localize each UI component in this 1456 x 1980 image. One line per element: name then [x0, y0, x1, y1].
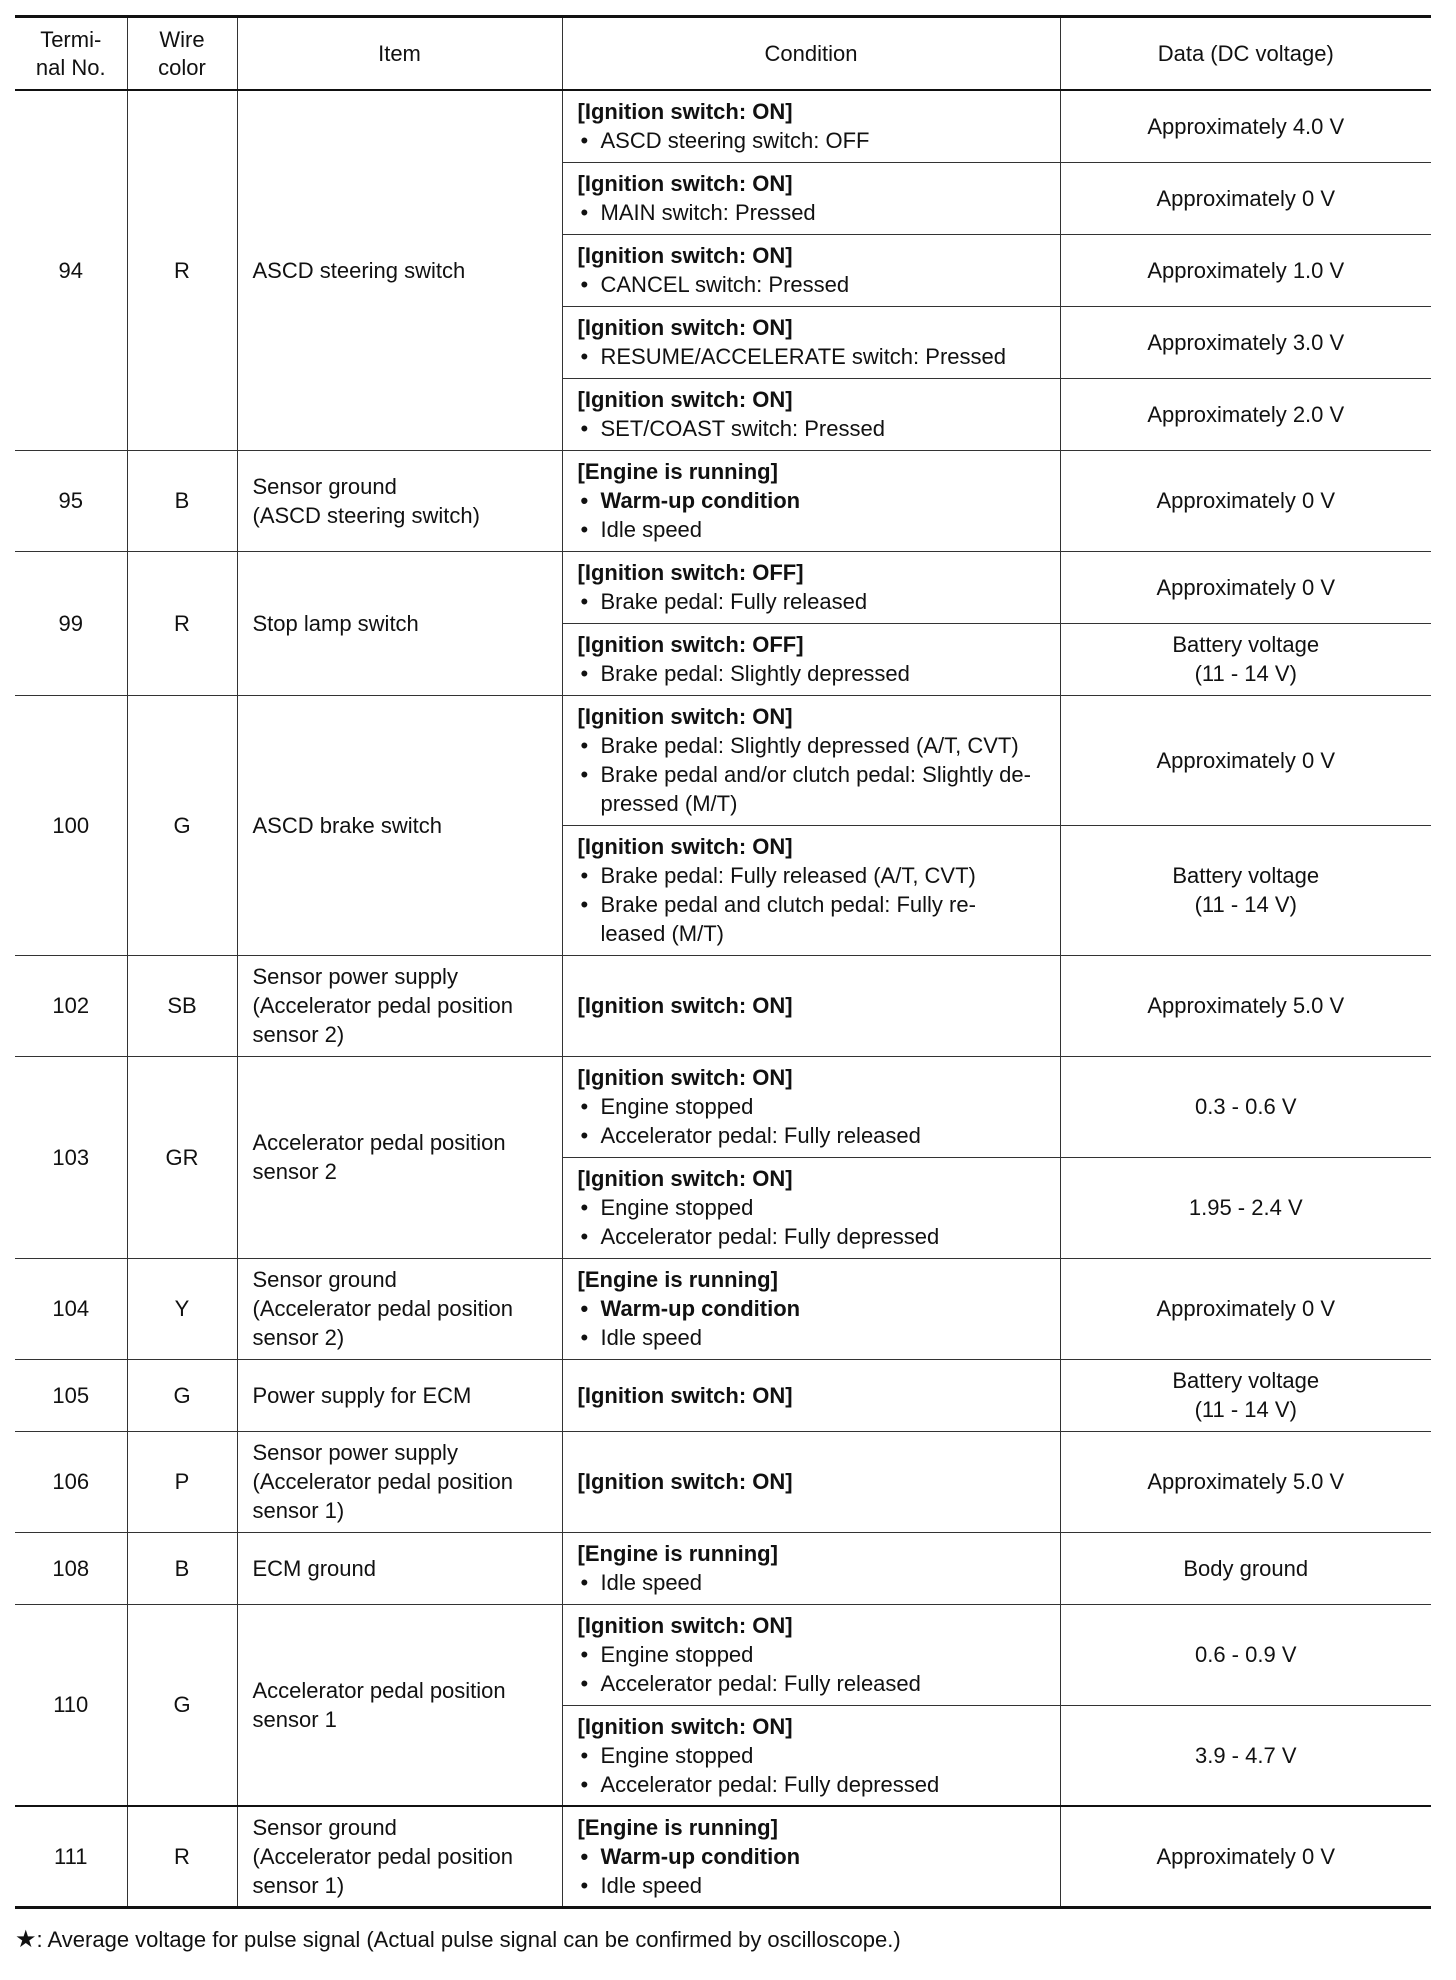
item-line: ECM ground: [252, 1555, 377, 1581]
table-row: [15, 1431, 1431, 1532]
wire-color-cell: B: [127, 1532, 237, 1604]
data-voltage-line: Approximately 4.0 V: [1147, 113, 1345, 139]
wire-color-cell: R: [127, 551, 237, 695]
wire-color-cell: G: [127, 1359, 237, 1431]
data-voltage-line: (11 - 14 V): [1194, 1397, 1297, 1422]
data-voltage-line: (11 - 14 V): [1194, 892, 1297, 917]
condition-cell: [562, 1806, 1060, 1907]
data-voltage-cell: [1060, 825, 1431, 955]
condition-bullet-line: • ASCD steering switch: OFF: [600, 128, 870, 154]
item-line: Sensor power supply: [252, 1440, 458, 1465]
condition-cell: [562, 450, 1060, 551]
condition-cell: [562, 1532, 1060, 1604]
condition-bullet: [578, 1121, 1054, 1150]
item-line: sensor 1): [252, 1498, 345, 1523]
condition-heading: [Engine is running]: [577, 459, 778, 484]
condition-heading: [Engine is running]: [577, 1814, 778, 1840]
condition-bullet: [578, 587, 1054, 616]
condition-bullet-line: leased (M/T): [600, 921, 724, 946]
condition-cell: [562, 378, 1060, 450]
condition-bullet-line: • Idle speed: [600, 1325, 703, 1350]
condition-bullet: [578, 659, 1054, 688]
condition-heading: [Ignition switch: ON]: [577, 1382, 793, 1408]
condition-bullet: [578, 760, 1054, 818]
ecm-terminal-table: [15, 15, 1431, 1909]
wire-color-cell: G: [127, 695, 237, 955]
condition-bullet-line: • Warm-up condition: [600, 488, 801, 513]
item-cell: [237, 1604, 562, 1806]
terminal-no-cell: 108: [15, 1532, 127, 1604]
condition-bullet: [578, 1842, 1054, 1871]
terminal-no-cell: 111: [15, 1806, 127, 1907]
condition-heading: [Engine is running]: [577, 1267, 778, 1292]
condition-bullet: [578, 414, 1054, 443]
data-voltage-cell: [1060, 1532, 1431, 1604]
condition-bullet: [578, 1222, 1054, 1251]
item-cell: [237, 1806, 562, 1907]
condition-cell: [562, 1604, 1060, 1705]
data-voltage-cell: [1060, 234, 1431, 306]
terminal-no-cell: 110: [15, 1604, 127, 1806]
condition-heading: [Ignition switch: ON]: [577, 834, 793, 859]
data-voltage-line: Battery voltage: [1172, 1368, 1320, 1393]
condition-cell: [562, 1157, 1060, 1258]
condition-bullet: [578, 1640, 1054, 1669]
item-line: ASCD steering switch: [252, 257, 466, 283]
item-line: sensor 2): [252, 1022, 345, 1047]
item-line: (Accelerator pedal position: [252, 993, 513, 1018]
header-wire-line2: color: [158, 54, 206, 80]
data-voltage-line: (11 - 14 V): [1194, 661, 1297, 686]
terminal-no-cell: 104: [15, 1258, 127, 1359]
item-line: Sensor ground: [252, 1267, 397, 1292]
condition-cell: [562, 162, 1060, 234]
wire-color-cell: B: [127, 450, 237, 551]
wire-color-cell: P: [127, 1431, 237, 1532]
condition-heading: [Ignition switch: OFF]: [577, 560, 804, 585]
header-wire-line1: Wire: [159, 26, 205, 52]
condition-bullet: [578, 1193, 1054, 1222]
condition-bullet: [578, 486, 1054, 515]
condition-bullet-line: pressed (M/T): [600, 791, 738, 816]
table-row: [15, 450, 1431, 551]
condition-bullet-line: • RESUME/ACCELERATE switch: Pressed: [600, 344, 1006, 369]
footnote: [15, 1925, 901, 1954]
condition-bullet-line: • Brake pedal and clutch pedal: Fully re-: [600, 892, 976, 917]
condition-bullet-line: • Engine stopped: [600, 1094, 754, 1119]
condition-bullet: [578, 342, 1054, 371]
table-row: [15, 1258, 1431, 1359]
condition-bullet-line: • Accelerator pedal: Fully depressed: [600, 1224, 940, 1249]
condition-cell: [562, 825, 1060, 955]
condition-bullet-line: • Accelerator pedal: Fully depressed: [600, 1771, 940, 1797]
data-voltage-cell: [1060, 90, 1431, 162]
data-voltage-cell: [1060, 1806, 1431, 1907]
condition-cell: [562, 1056, 1060, 1157]
data-voltage-line: Body ground: [1183, 1555, 1309, 1581]
terminal-no-cell: 94: [15, 90, 127, 450]
data-voltage-cell: [1060, 623, 1431, 695]
item-cell: [237, 955, 562, 1056]
condition-heading: [Ignition switch: ON]: [577, 99, 793, 125]
item-line: sensor 1: [252, 1706, 337, 1732]
data-voltage-line: Approximately 5.0 V: [1147, 1469, 1345, 1494]
table-row: [15, 1806, 1431, 1907]
condition-heading: [Ignition switch: ON]: [577, 315, 793, 340]
data-voltage-line: Approximately 0 V: [1156, 574, 1336, 600]
data-voltage-cell: [1060, 1705, 1431, 1806]
wire-color-cell: SB: [127, 955, 237, 1056]
condition-bullet-line: • Accelerator pedal: Fully released: [600, 1671, 921, 1696]
condition-heading: [Ignition switch: OFF]: [577, 632, 804, 657]
item-line: Accelerator pedal position: [252, 1677, 506, 1703]
data-voltage-line: Approximately 0 V: [1156, 747, 1336, 773]
condition-heading: [Ignition switch: ON]: [577, 171, 793, 196]
condition-bullet: [578, 270, 1054, 299]
data-voltage-cell: [1060, 1258, 1431, 1359]
condition-cell: [562, 234, 1060, 306]
terminal-table-page: [15, 15, 1431, 1953]
condition-cell: [562, 1705, 1060, 1806]
condition-heading: [Ignition switch: ON]: [577, 1469, 793, 1494]
wire-color-cell: G: [127, 1604, 237, 1806]
data-voltage-cell: [1060, 162, 1431, 234]
condition-bullet-line: • Engine stopped: [600, 1742, 754, 1768]
wire-color-cell: R: [127, 1806, 237, 1907]
condition-bullet: [578, 861, 1054, 890]
data-voltage-line: Approximately 2.0 V: [1147, 401, 1345, 427]
data-voltage-cell: [1060, 551, 1431, 623]
table-row: [15, 551, 1431, 623]
wire-color-cell: GR: [127, 1056, 237, 1258]
condition-cell: [562, 306, 1060, 378]
item-line: sensor 2): [252, 1325, 345, 1350]
item-line: Power supply for ECM: [252, 1382, 472, 1408]
item-cell: [237, 450, 562, 551]
condition-heading: [Engine is running]: [577, 1541, 778, 1566]
footnote-text: : Average voltage for pulse signal (Actual pulse signal can be confirmed by oscilloscope.): [36, 1927, 901, 1952]
item-cell: [237, 1359, 562, 1431]
condition-bullet-line: • Brake pedal: Fully released (A/T, CVT): [600, 863, 976, 888]
header-terminal-no: [15, 17, 127, 91]
condition-heading: [Ignition switch: ON]: [577, 993, 793, 1018]
data-voltage-line: Approximately 0 V: [1156, 1296, 1336, 1321]
condition-bullet-line: • Brake pedal: Slightly depressed: [600, 661, 910, 686]
terminal-no-cell: 106: [15, 1431, 127, 1532]
item-line: Sensor ground: [252, 1814, 397, 1840]
condition-bullet: [578, 1741, 1054, 1770]
condition-bullet-line: • SET/COAST switch: Pressed: [600, 416, 885, 441]
condition-heading: [Ignition switch: ON]: [577, 704, 793, 729]
wire-color-cell: Y: [127, 1258, 237, 1359]
item-cell: [237, 1431, 562, 1532]
condition-bullet: [578, 1568, 1054, 1597]
item-cell: [237, 1532, 562, 1604]
wire-color-cell: R: [127, 90, 237, 450]
terminal-no-cell: 100: [15, 695, 127, 955]
item-cell: [237, 695, 562, 955]
header-terminal-line1: Termi-: [40, 26, 102, 52]
condition-bullet-line: • Warm-up condition: [600, 1843, 801, 1869]
table-row: [15, 1359, 1431, 1431]
header-condition: Condition: [562, 17, 1060, 91]
table-header-row: [15, 17, 1431, 91]
item-cell: [237, 1056, 562, 1258]
item-line: (ASCD steering switch): [252, 502, 480, 528]
data-voltage-cell: [1060, 1359, 1431, 1431]
item-line: (Accelerator pedal position: [252, 1469, 513, 1494]
data-voltage-line: Approximately 0 V: [1156, 1843, 1336, 1869]
condition-cell: [562, 90, 1060, 162]
data-voltage-cell: [1060, 450, 1431, 551]
condition-bullet: [578, 1871, 1054, 1900]
condition-heading: [Ignition switch: ON]: [577, 1713, 793, 1739]
condition-cell: [562, 1431, 1060, 1532]
terminal-no-cell: 99: [15, 551, 127, 695]
item-line: (Accelerator pedal position: [252, 1296, 513, 1321]
condition-heading: [Ignition switch: ON]: [577, 243, 793, 268]
condition-bullet: [578, 126, 1054, 155]
condition-bullet: [578, 1294, 1054, 1323]
condition-cell: [562, 623, 1060, 695]
data-voltage-line: Battery voltage: [1172, 632, 1320, 657]
item-line: Sensor ground: [252, 473, 397, 499]
condition-bullet-line: • Idle speed: [600, 1872, 703, 1898]
condition-bullet-line: • Accelerator pedal: Fully released: [600, 1123, 921, 1148]
terminal-no-cell: 103: [15, 1056, 127, 1258]
item-line: sensor 2: [252, 1159, 337, 1184]
item-cell: [237, 551, 562, 695]
condition-bullet-line: • Brake pedal: Slightly depressed (A/T, CVT): [600, 733, 1019, 758]
table-row: [15, 695, 1431, 825]
condition-heading: [Ignition switch: ON]: [577, 1613, 793, 1638]
table-body: [15, 90, 1431, 1907]
condition-bullet-line: • Brake pedal: Fully released: [600, 589, 868, 614]
condition-bullet-line: • CANCEL switch: Pressed: [600, 272, 850, 297]
condition-cell: [562, 955, 1060, 1056]
header-item: Item: [237, 17, 562, 91]
condition-bullet: [578, 1669, 1054, 1698]
condition-bullet: [578, 1770, 1054, 1799]
data-voltage-line: 1.95 - 2.4 V: [1188, 1195, 1303, 1220]
item-line: ASCD brake switch: [252, 812, 443, 838]
data-voltage-line: 3.9 - 4.7 V: [1194, 1742, 1297, 1768]
data-voltage-cell: [1060, 1157, 1431, 1258]
condition-bullet: [578, 1323, 1054, 1352]
condition-bullet-line: • MAIN switch: Pressed: [600, 200, 816, 225]
data-voltage-line: 0.6 - 0.9 V: [1194, 1642, 1297, 1667]
condition-bullet: [578, 731, 1054, 760]
terminal-no-cell: 102: [15, 955, 127, 1056]
condition-bullet: [578, 1092, 1054, 1121]
table-row: [15, 955, 1431, 1056]
item-line: Stop lamp switch: [252, 610, 419, 636]
condition-cell: [562, 1359, 1060, 1431]
table-row: [15, 1056, 1431, 1157]
condition-cell: [562, 1258, 1060, 1359]
header-wire-color: [127, 17, 237, 91]
header-data: Data (DC voltage): [1060, 17, 1431, 91]
condition-bullet: [578, 198, 1054, 227]
condition-bullet: [578, 515, 1054, 544]
condition-bullet-line: • Engine stopped: [600, 1195, 754, 1220]
condition-bullet-line: • Idle speed: [600, 1570, 703, 1595]
data-voltage-cell: [1060, 1056, 1431, 1157]
item-cell: [237, 90, 562, 450]
condition-heading: [Ignition switch: ON]: [577, 1166, 793, 1191]
item-line: (Accelerator pedal position: [252, 1843, 513, 1869]
condition-heading: [Ignition switch: ON]: [577, 387, 793, 412]
condition-bullet-line: • Warm-up condition: [600, 1296, 801, 1321]
item-line: Accelerator pedal position: [252, 1130, 506, 1155]
data-voltage-line: Approximately 0 V: [1156, 488, 1336, 513]
data-voltage-line: Approximately 5.0 V: [1147, 993, 1345, 1018]
data-voltage-cell: [1060, 378, 1431, 450]
data-voltage-cell: [1060, 306, 1431, 378]
data-voltage-cell: [1060, 955, 1431, 1056]
data-voltage-line: Battery voltage: [1172, 863, 1320, 888]
terminal-no-cell: 95: [15, 450, 127, 551]
condition-heading: [Ignition switch: ON]: [577, 1065, 793, 1090]
table-row: [15, 90, 1431, 162]
data-voltage-cell: [1060, 1431, 1431, 1532]
terminal-no-cell: 105: [15, 1359, 127, 1431]
table-row: [15, 1604, 1431, 1705]
data-voltage-line: Approximately 1.0 V: [1147, 257, 1345, 283]
condition-bullet: [578, 890, 1054, 948]
data-voltage-line: Approximately 3.0 V: [1147, 329, 1345, 355]
condition-bullet-line: • Idle speed: [600, 517, 703, 542]
condition-cell: [562, 551, 1060, 623]
item-line: sensor 1): [252, 1872, 345, 1898]
star-icon: ★: [15, 1926, 37, 1953]
condition-cell: [562, 695, 1060, 825]
data-voltage-line: Approximately 0 V: [1156, 185, 1336, 211]
item-cell: [237, 1258, 562, 1359]
item-line: Sensor power supply: [252, 964, 458, 989]
data-voltage-cell: [1060, 1604, 1431, 1705]
header-terminal-line2: nal No.: [35, 54, 106, 80]
data-voltage-cell: [1060, 695, 1431, 825]
condition-bullet-line: • Engine stopped: [600, 1642, 754, 1667]
condition-bullet-line: • Brake pedal and/or clutch pedal: Slightly de-: [600, 762, 1031, 787]
table-row: [15, 1532, 1431, 1604]
data-voltage-line: 0.3 - 0.6 V: [1194, 1094, 1297, 1119]
